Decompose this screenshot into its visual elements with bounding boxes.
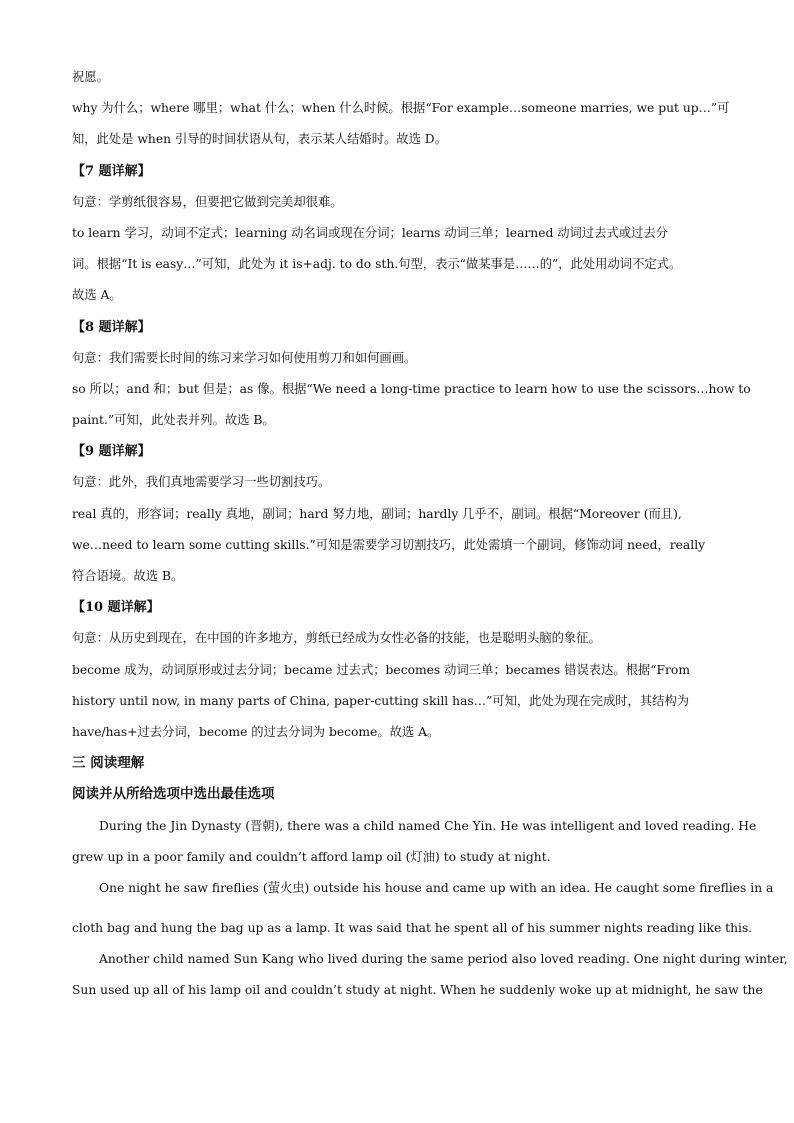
text-line: have/has+过去分词，become 的过去分词为 become。故选 A。 [72,724,440,739]
question-heading-10: 【10 题详解】 [72,600,160,616]
text-line: paint.”可知，此处表并列。故选 B。 [72,413,275,428]
text-line: real 真的，形容词；really 真地，副词；hard 努力地，副词；hardly 几乎不，副词。根据“Moreover (而且), [72,506,682,521]
text-line: we…need to learn some cutting skills.”可知是需要学习切割技巧，此处需填一个副词，修饰动词 need，really [72,537,706,552]
section-subtitle: 阅读并从所给选项中选出最佳选项 [72,786,275,803]
text-line: 故选 A。 [72,288,122,303]
passage-line: cloth bag and hung the bag up as a lamp. It was said that he spent all of his summer nights reading like this. [72,920,753,935]
question-heading-9: 【9 题详解】 [72,444,151,460]
text-line: 词。根据“It is easy…”可知，此处为 it is+adj. to do sth.句型，表示“做某事是……的”，此处用动词不定式。 [72,257,682,272]
passage-line: Sun used up all of his lamp oil and couldn’t study at night. When he suddenly woke up at midnight, he saw the [72,983,763,998]
text-line: why 为什么；where 哪里；what 什么；when 什么时候。根据“For example…someone marries, we put up…”可 [72,101,730,116]
text-line: history until now, in many parts of China, paper-cutting skill has…”可知，此处为现在完成时，其结构为 [72,693,690,708]
text-line: 句意：从历史到现在，在中国的许多地方，剪纸已经成为女性必备的技能，也是聪明头脑的象征。 [72,631,601,646]
text-line: 句意：我们需要长时间的练习来学习如何使用剪刀和如何画画。 [72,350,417,365]
question-heading-7: 【7 题详解】 [72,163,151,179]
document-page [72,62,788,1006]
passage-line: Another child named Sun Kang who lived during the same period also loved reading. One night during winter, [99,952,788,967]
text-line: 句意：此外，我们真地需要学习一些切割技巧。 [72,475,331,490]
question-heading-8: 【8 题详解】 [72,319,151,335]
text-line: 符合语境。故选 B。 [72,569,184,583]
text-line: 句意：学剪纸很容易，但要把它做到完美却很难。 [72,194,343,209]
text-line: to learn 学习，动词不定式；learning 动名词或现在分词；learns 动词三单；learned 动词过去式或过去分 [72,225,668,240]
text-line: 祝愿。 [72,70,109,84]
passage-line: grew up in a poor family and couldn’t afford lamp oil (灯油) to study at night. [72,849,551,864]
section-title: 三 阅读理解 [72,755,145,772]
passage-line: One night he saw fireflies (萤火虫) outside his house and came up with an idea. He caught some fireflies in a [99,880,774,895]
passage-line: During the Jin Dynasty (晋朝), there was a child named Che Yin. He was intelligent and loved reading. He [99,818,757,833]
text-line: 知，此处是 when 引导的时间状语从句，表示某人结婚时。故选 D。 [72,132,447,147]
text-line: so 所以；and 和；but 但是；as 像。根据“We need a long-time practice to learn how to use the scissors…how to [72,381,751,396]
text-line: become 成为，动词原形或过去分词；became 过去式；becomes 动词三单；becames 错误表达。根据“From [72,662,690,677]
